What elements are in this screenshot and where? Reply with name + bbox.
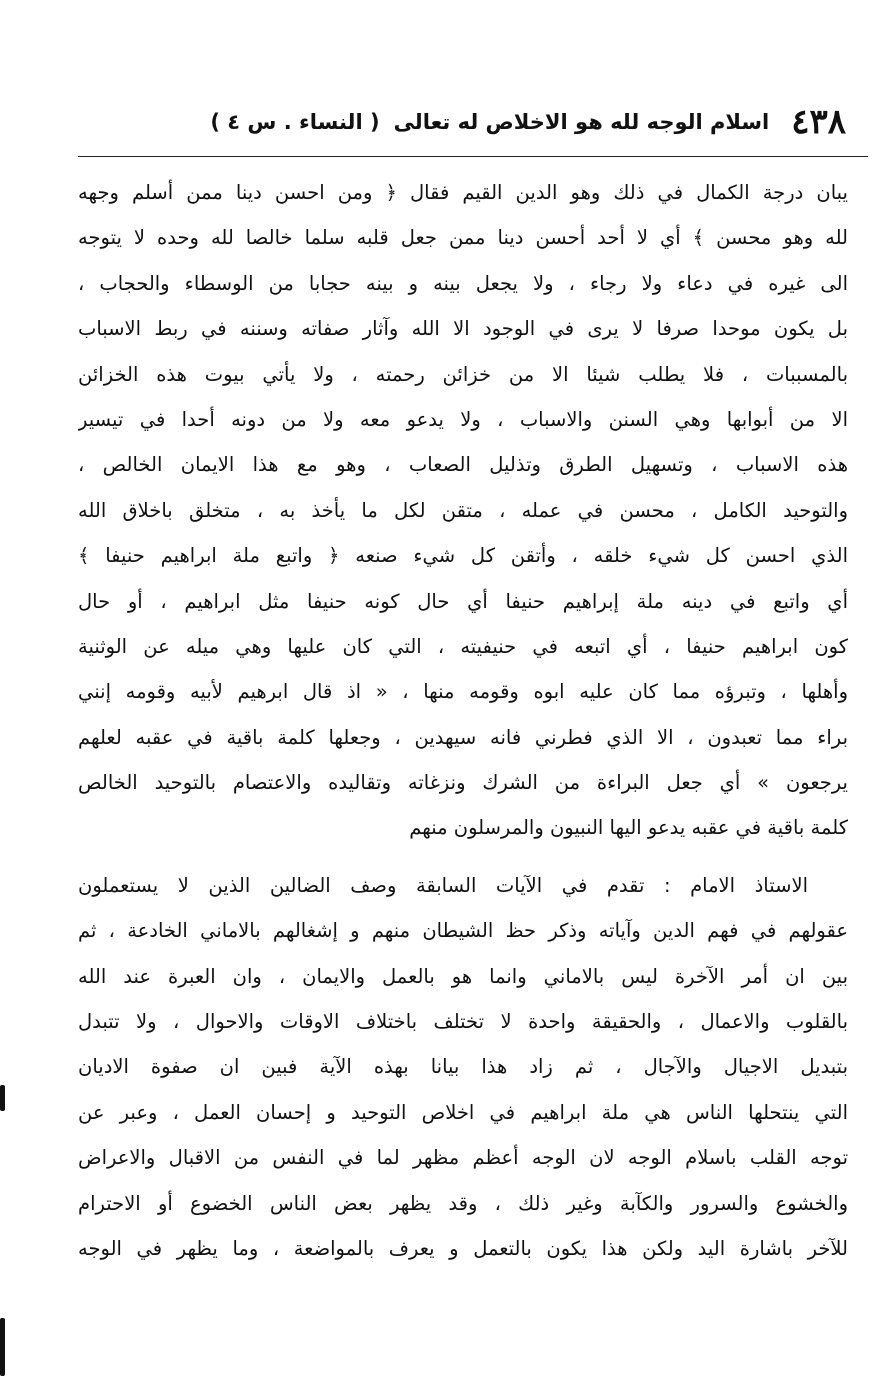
text-line: براء مما تعبدون ، الا الذي فطرني فانه سيهدين ، وجعلها كلمة باقية في عقبه لعلهم [78, 725, 848, 749]
paragraph-spacer [78, 851, 848, 863]
text-line: عقولهم في فهم الدين وآياته وذكر حظ الشيطان منهم و إشغالهم بالاماني الخادعة ، ثم [78, 919, 848, 943]
surah-reference: ( النساء . س ٤ ) [210, 110, 380, 134]
text-line: كون ابراهيم حنيفا ، أي اتبعه في حنيفيته ، التي كان عليها وهي ميله عن الوثنية [78, 634, 848, 658]
text-line: كلمة باقية في عقبه يدعو اليها النبيون والمرسلون منهم [409, 816, 848, 840]
page-header [90, 96, 846, 148]
text-line: يبان درجة الكمال في ذلك وهو الدين القيم فقال ﴿ ومن احسن دينا ممن أسلم وجهه [78, 181, 848, 204]
text-line: يرجعون » أي جعل البراءة من الشرك ونزغاته وتقاليده والاعتصام بالتوحيد الخالص [78, 771, 848, 795]
paragraph-2 [78, 863, 848, 1272]
scan-edge-mark [0, 1085, 5, 1111]
scan-edge-mark [0, 1318, 5, 1376]
page-body [78, 170, 848, 1271]
text-line: لله وهو محسن ﴾ أي لا أحد أحسن دينا ممن جعل قلبه سلما خالصا لله وحده لا يتوجه [78, 226, 848, 250]
text-line: الى غيره في دعاء ولا رجاء ، ولا يجعل بينه و بينه حجابا من الوسطاء والحجاب ، [78, 271, 848, 295]
text-line: للآخر باشارة اليد ولكن هذا يكون بالتعمل و يعرف بالمواضعة ، وما يظهر في الوجه [78, 1236, 848, 1260]
text-line: والتوحيد الكامل ، محسن في عمله ، متقن لكل ما يأخذ به ، متخلق باخلاق الله [78, 498, 848, 522]
paragraph-1 [78, 170, 848, 851]
text-line: بين ان أمر الآخرة ليس بالاماني وانما هو بالعمل والايمان ، وان العبرة عند الله [78, 964, 848, 988]
running-title: اسلام الوجه لله هو الاخلاص له تعالى [393, 110, 770, 134]
text-line: الا من أبوابها وهي السنن والاسباب ، ولا يدعو معه ولا من دونه أحدا في تيسير [78, 407, 848, 431]
text-line: توجه القلب باسلام الوجه لان الوجه أعظم مظهر لما في النفس من الاقبال والاعراض [78, 1146, 848, 1170]
text-line: والخشوع والسرور والكآبة وغير ذلك ، وقد يظهر بعض الناس الخضوع أو الاحترام [78, 1191, 848, 1215]
text-line: هذه الاسباب ، وتسهيل الطرق وتذليل الصعاب ، وهو مع هذا الايمان الخالص ، [78, 453, 848, 477]
page-number: ٤٣٨ [791, 102, 846, 142]
text-line: بتبديل الاجيال والآجال ، ثم زاد هذا بيانا بهذه الآية فبين ان صفوة الاديان [78, 1055, 848, 1079]
text-line: بالمسببات ، فلا يطلب شيئا الا من خزائن رحمته ، ولا يأتي بيوت هذه الخزائن [78, 362, 848, 386]
text-line: الاستاذ الامام : تقدم في الآيات السابقة وصف الضالين الذين لا يستعملون [78, 873, 808, 897]
text-line: التي ينتحلها الناس هي ملة ابراهيم في اخلاص التوحيد و إحسان العمل ، وعبر عن [78, 1100, 848, 1124]
text-line: بل يكون موحدا صرفا لا يرى في الوجود الا الله وآثار صفاته وسننه في ربط الاسباب [78, 317, 848, 341]
text-line: الذي احسن كل شيء خلقه ، وأتقن كل شيء صنعه ﴿ واتبع ملة ابراهيم حنيفا ﴾ [78, 544, 848, 568]
text-line: بالقلوب والاعمال ، والحقيقة واحدة لا تختلف باختلاف الاوقات والاحوال ، ولا تتبدل [78, 1010, 848, 1034]
header-divider [78, 156, 868, 157]
text-line: وأهلها ، وتبرؤه مما كان عليه ابوه وقومه منها ، « اذ قال ابرهيم لأبيه وقومه إنني [78, 680, 848, 704]
text-line: أي واتبع في دينه ملة إبراهيم حنيفا أي حال كونه حنيفا مثل ابراهيم ، أو حال [78, 589, 848, 613]
